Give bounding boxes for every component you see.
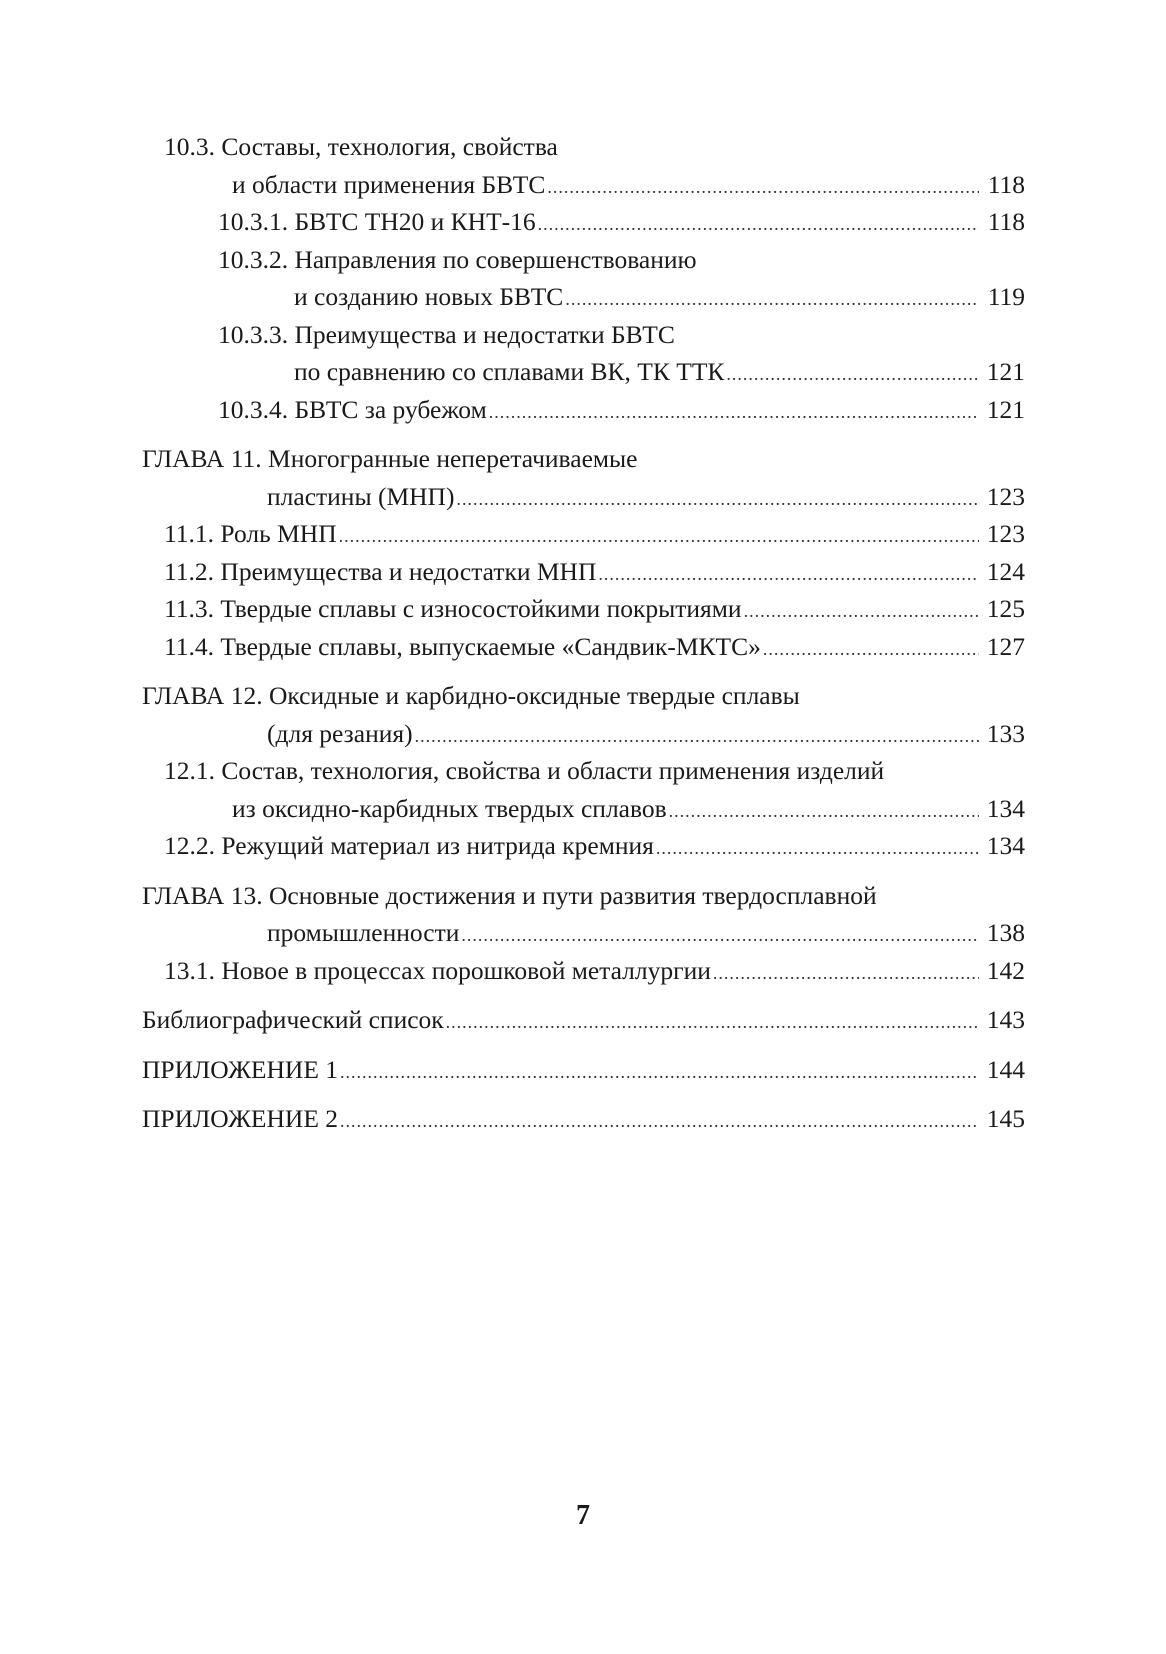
toc-entry-title: пластины (МНП) xyxy=(267,481,455,511)
toc-entry-s12-1-b[interactable] xyxy=(142,790,1025,828)
toc-entry-title: 10.3.1. БВТС ТН20 и КНТ-16 xyxy=(218,207,536,236)
toc-entry-title: 11.3. Твердые сплавы с износостойкими покрытиями xyxy=(164,594,742,623)
toc-entry-page: 119 xyxy=(987,282,1025,311)
toc-entry-s10-3-1[interactable] xyxy=(142,203,1025,241)
toc-entry-s10-3-b[interactable] xyxy=(142,166,1025,204)
toc-entry-title: 12.2. Режущий материал из нитрида кремния xyxy=(164,831,654,860)
toc-entry-title: ПРИЛОЖЕНИЕ 1 xyxy=(142,1054,339,1084)
toc-entry-title: и области применения БВТС xyxy=(232,169,546,199)
toc-entry-title: 10.3.3. Преимущества и недостатки БВТС xyxy=(218,319,675,349)
toc-entry-page: 124 xyxy=(986,556,1025,586)
dot-leader xyxy=(415,718,979,756)
dot-leader xyxy=(538,206,979,244)
toc-entry-s11-4[interactable] xyxy=(142,628,1025,666)
dot-leader xyxy=(489,394,979,432)
toc-entry-page: 121 xyxy=(986,357,1025,386)
toc-entry-title: 10.3. Составы, технология, свойства xyxy=(164,132,558,161)
toc-entry-title: ГЛАВА 11. Многогранные неперетачиваемые xyxy=(142,444,638,473)
toc-entry-page: 118 xyxy=(987,169,1025,199)
toc-entry-ch13-b[interactable] xyxy=(142,914,1025,952)
dot-leader xyxy=(456,481,979,519)
toc-entry-page: 123 xyxy=(986,519,1025,548)
toc-entry-title: Библиографический список xyxy=(142,1005,444,1034)
toc-entry-s10-3-3-b[interactable] xyxy=(142,353,1025,391)
dot-leader xyxy=(547,169,979,207)
toc-entry-page: 121 xyxy=(986,394,1025,424)
toc-entry-s13-1[interactable] xyxy=(142,952,1025,990)
toc-entry-title: 11.2. Преимущества и недостатки МНП xyxy=(164,556,597,586)
toc-entry-title: 12.1. Состав, технология, свойства и области применения изделий xyxy=(164,756,885,785)
toc-entry-s11-2[interactable] xyxy=(142,553,1025,591)
toc-entry-title: и созданию новых БВТС xyxy=(294,282,564,311)
toc-entry-title: ГЛАВА 12. Оксидные и карбидно-оксидные твердые сплавы xyxy=(142,681,800,710)
toc-entry-s10-3-2-a[interactable] xyxy=(142,241,1025,279)
toc-entry-page: 143 xyxy=(986,1005,1025,1034)
dot-leader xyxy=(726,356,979,394)
dot-leader xyxy=(446,1004,979,1042)
toc-entry-s10-3-a[interactable] xyxy=(142,128,1025,166)
toc-entry-page: 134 xyxy=(986,793,1025,823)
toc-entry-s11-1[interactable] xyxy=(142,515,1025,553)
toc-entry-page: 138 xyxy=(986,918,1025,947)
toc-entry-page: 123 xyxy=(986,481,1025,511)
dot-leader xyxy=(744,593,979,631)
dot-leader xyxy=(763,631,979,669)
dot-leader xyxy=(340,1054,979,1092)
dot-leader xyxy=(669,793,979,831)
toc-entry-page: 145 xyxy=(986,1104,1025,1133)
dot-leader xyxy=(565,281,979,319)
toc-entry-ch11-b[interactable] xyxy=(142,478,1025,516)
page-number: 7 xyxy=(576,1500,590,1531)
toc-entry-title: промышленности xyxy=(267,918,460,947)
toc-entry-page: 144 xyxy=(986,1054,1025,1084)
dot-leader xyxy=(713,955,979,993)
toc-entry-title: по сравнению со сплавами ВК, ТК ТТК xyxy=(294,357,725,386)
toc-entry-ch12-b[interactable] xyxy=(142,715,1025,753)
toc-entry-title: 10.3.4. БВТС за рубежом xyxy=(218,394,487,424)
toc-entry-app1[interactable] xyxy=(142,1051,1025,1089)
dot-leader xyxy=(339,518,979,556)
toc-entry-s10-3-2-b[interactable] xyxy=(142,278,1025,316)
dot-leader xyxy=(461,917,979,955)
toc-entry-s12-2[interactable] xyxy=(142,827,1025,865)
dot-leader xyxy=(340,1103,979,1141)
toc-entry-page: 134 xyxy=(986,831,1025,860)
toc-entry-app2[interactable] xyxy=(142,1100,1025,1138)
toc-entry-page: 142 xyxy=(986,955,1025,985)
toc-entry-s10-3-4[interactable] xyxy=(142,391,1025,429)
toc-entry-page: 127 xyxy=(986,631,1025,661)
toc-entry-ch12-a[interactable] xyxy=(142,677,1025,715)
toc-entry-title: 11.1. Роль МНП xyxy=(164,519,337,548)
toc-entry-title: ГЛАВА 13. Основные достижения и пути развития твердосплавной xyxy=(142,880,877,910)
toc-entry-title: 11.4. Твердые сплавы, выпускаемые «Сандвик-МКТС» xyxy=(164,631,761,661)
dot-leader xyxy=(656,830,979,868)
toc-entry-page: 118 xyxy=(987,207,1025,236)
toc-entry-s12-1-a[interactable] xyxy=(142,752,1025,790)
toc-entry-s10-3-3-a[interactable] xyxy=(142,316,1025,354)
toc-entry-title: из оксидно-карбидных твердых сплавов xyxy=(232,793,667,823)
table-of-contents xyxy=(142,128,1025,1138)
dot-leader xyxy=(598,556,979,594)
toc-entry-title: (для резания) xyxy=(267,718,413,748)
toc-entry-page: 125 xyxy=(986,594,1025,623)
toc-entry-title: 13.1. Новое в процессах порошковой металлургии xyxy=(164,955,711,985)
toc-entry-title: 10.3.2. Направления по совершенствованию xyxy=(218,244,697,274)
toc-entry-biblio[interactable] xyxy=(142,1001,1025,1039)
toc-entry-page: 133 xyxy=(986,718,1025,748)
toc-entry-s11-3[interactable] xyxy=(142,590,1025,628)
toc-entry-ch13-a[interactable] xyxy=(142,877,1025,915)
toc-entry-ch11-a[interactable] xyxy=(142,440,1025,478)
toc-entry-title: ПРИЛОЖЕНИЕ 2 xyxy=(142,1104,339,1133)
